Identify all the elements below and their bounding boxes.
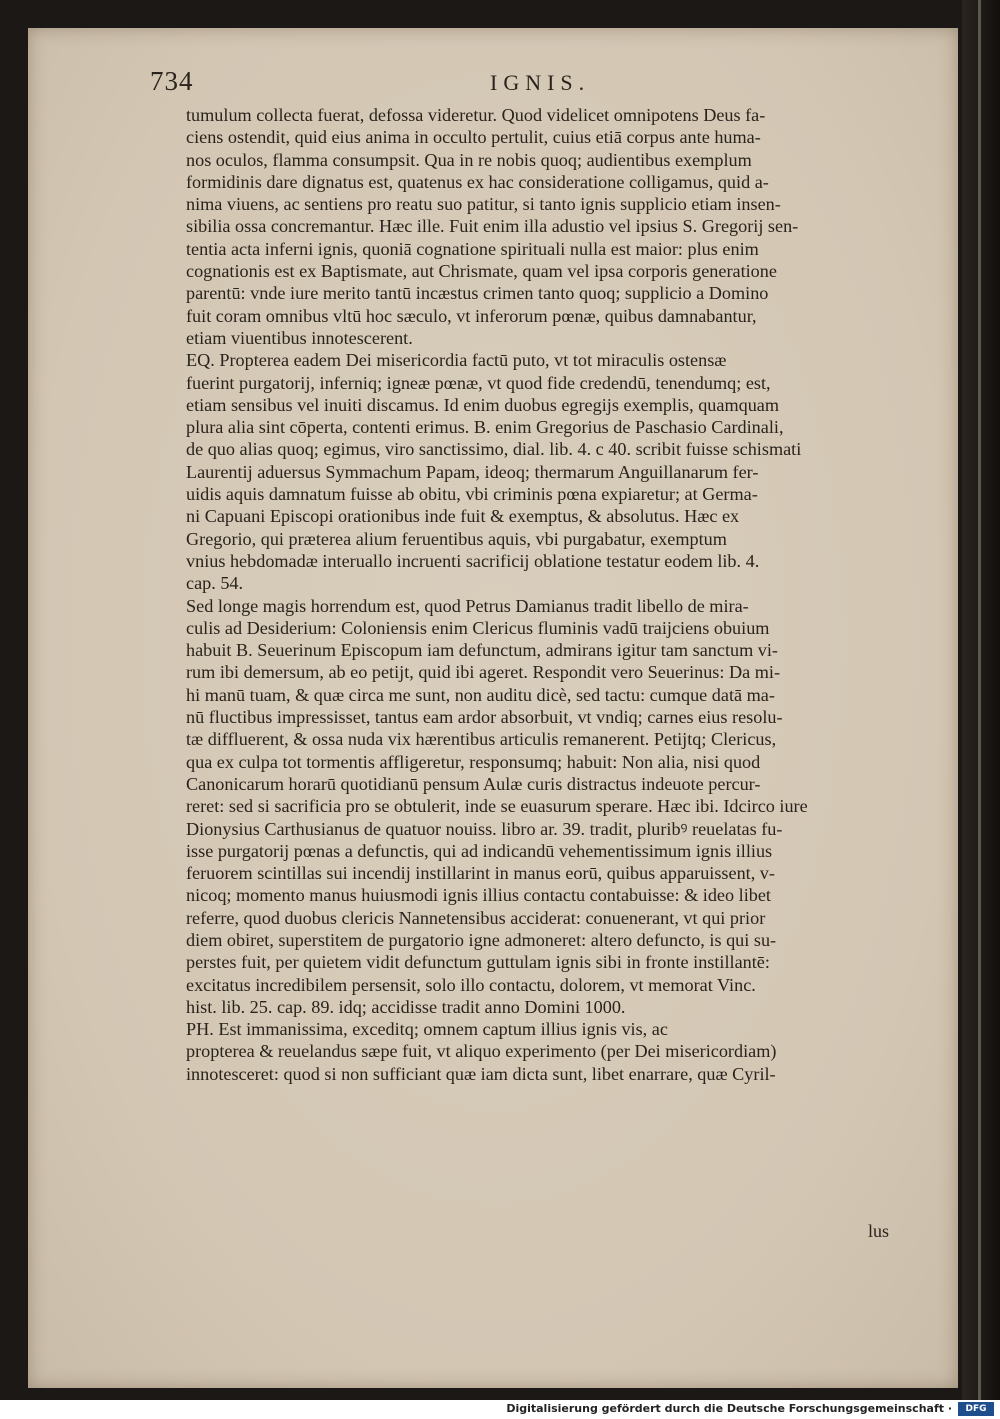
- body-text: [186, 104, 928, 1085]
- text-line: cognationis est ex Baptismate, aut Chrismate, quam vel ipsa corporis generatione: [186, 261, 777, 282]
- text-line: Gregorio, qui præterea alium feruentibus aquis, vbi purgabatur, exemptum: [186, 528, 727, 549]
- book-spine: [962, 0, 1000, 1400]
- text-line: nicoq; momento manus huiusmodi ignis illius contactu contabuisse: & ideo libet: [186, 885, 771, 906]
- page-number: 734: [150, 66, 194, 96]
- text-line: tumulum collecta fuerat, defossa videretur. Quod videlicet omnipotens Deus fa-: [186, 105, 766, 125]
- text-line: culis ad Desiderium: Coloniensis enim Clericus fluminis vadū traijciens obuium: [186, 617, 770, 638]
- text-line: ni Capuani Episcopi orationibus inde fuit & exemptus, & absolutus. Hæc ex: [186, 506, 740, 527]
- text-line: de quo alias quoq; egimus, viro sanctissimo, dial. lib. 4. c 40. scribit fuisse schismati: [186, 439, 802, 460]
- text-line: etiam sensibus vel inuiti discamus. Id enim duobus egregijs exemplis, quamquam: [186, 394, 780, 415]
- text-line: feruorem scintillas sui incendij instillarint in manus eorū, quibus apparuissent, v-: [186, 863, 775, 884]
- text-line: parentū: vnde iure merito tantū incæstus crimen tanto quoq; supplicio a Domino: [186, 283, 769, 304]
- text-line: vnius hebdomadæ interuallo incruenti sacrificij oblatione testatur eodem lib. 4.: [186, 550, 760, 571]
- spine-edge: [978, 0, 981, 1400]
- text-line: isse purgatorij pœnas a defunctis, qui ad indicandū vehementissimum ignis illius: [186, 840, 773, 861]
- catchword: lus: [868, 1221, 890, 1241]
- text-line: habuit B. Seuerinum Episcopum iam defunctum, admirans igitur tam sanctum vi-: [186, 640, 778, 661]
- text-line: Laurentij aduersus Symmachum Papam, ideoq; thermarum Anguillanarum fer-: [186, 461, 759, 482]
- text-line: reret: sed si sacrificia pro se obtulerit, inde se euasurum sperare. Hæc ibi. Idcirco iure: [186, 796, 808, 817]
- text-line: plura alia sint cōperta, contenti erimus. B. enim Gregorius de Paschasio Cardinali,: [186, 417, 784, 438]
- text-line: ciens ostendit, quid eius anima in occulto pertulit, cuius etiā corpus ante huma-: [186, 127, 761, 148]
- text-line: propterea & reuelandus sæpe fuit, vt aliquo experimento (per Dei misericordiam): [186, 1041, 777, 1062]
- text-line: Dionysius Carthusianus de quatuor nouiss. libro ar. 39. tradit, pluribꝰ reuelatas fu-: [186, 818, 783, 839]
- text-line: referre, quod duobus clericis Nannetensibus acciderat: conuenerant, vt qui prior: [186, 907, 766, 928]
- funding-note: Digitalisierung gefördert durch die Deutsche Forschungsgemeinschaft ·: [506, 1402, 952, 1415]
- text-line: tæ diffluerent, & ossa nuda vix hærentibus articulis remanerent. Petijtq; Clericus,: [186, 729, 777, 750]
- text-line: Sed longe magis horrendum est, quod Petrus Damianus tradit libello de mira-: [186, 595, 749, 616]
- text-line: Canonicarum horarū quotidianū pensum Aulæ curis distractus indeuote percur-: [186, 773, 761, 794]
- text-line: EQ. Propterea eadem Dei misericordia factū puto, vt tot miraculis ostensæ: [186, 350, 727, 371]
- text-line: fuit coram omnibus vltū hoc sæculo, vt inferorum pœnæ, quibus damnabantur,: [186, 305, 757, 326]
- text-line: nima viuens, ac sentiens pro reatu suo patitur, si tanto ignis supplicio etiam insen-: [186, 194, 781, 215]
- text-line: cap. 54.: [186, 573, 244, 594]
- text-line: formidinis dare dignatus est, quatenus ex hac consideratione colligamus, quid a-: [186, 171, 769, 192]
- text-line: fuerint purgatorij, inferniq; igneæ pœnæ, vt quod fide credendū, tenendumq; est,: [186, 372, 771, 393]
- text-line: etiam viuentibus innotescerent.: [186, 327, 413, 348]
- text-line: perstes fuit, per quietem vidit defunctum guttulam ignis sibi in fronte instillantē:: [186, 952, 770, 973]
- text-line: qua ex culpa tot tormentis affligeretur, responsumq; habuit: Non alia, nisi quod: [186, 751, 761, 772]
- text-line: sibilia ossa concremantur. Hæc ille. Fuit enim illa adustio vel ipsius S. Gregorij sen-: [186, 216, 799, 237]
- text-line: diem obiret, superstitem de purgatorio igne admoneret: altero defuncto, is qui su-: [186, 929, 777, 950]
- running-head: IGNIS.: [490, 70, 591, 95]
- dfg-logo-icon: DFG: [958, 1402, 994, 1416]
- text-line: uidis aquis damnatum fuisse ab obitu, vbi criminis pœna expiaretur; at Germa-: [186, 484, 758, 505]
- text-line: hi manū tuam, & quæ circa me sunt, non auditu dicè, sed tactu: cumque datā ma-: [186, 684, 775, 705]
- text-line: nū fluctibus impressisset, tantus eam ardor absorbuit, vt vndiq; carnes eius resolu-: [186, 707, 783, 728]
- text-line: nos oculos, flamma consumpsit. Qua in re nobis quoq; audientibus exemplum: [186, 149, 752, 170]
- text-line: excitatus incredibilem persensit, solo illo contactu, dolorem, vt memorat Vinc.: [186, 974, 756, 995]
- text-line: PH. Est immanissima, exceditq; omnem captum illius ignis vis, ac: [186, 1019, 668, 1040]
- footer-bar: [0, 1400, 1000, 1419]
- text-line: tentia acta inferni ignis, quoniā cognatione spirituali nulla est maior: plus enim: [186, 238, 759, 259]
- text-line: hist. lib. 25. cap. 89. idq; accidisse tradit anno Domini 1000.: [186, 996, 626, 1017]
- text-line: innotesceret: quod si non sufficiant quæ iam dicta sunt, libet enarrare, quæ Cyril-: [186, 1063, 776, 1084]
- text-line: rum ibi demersum, ab eo petijt, quid ibi ageret. Respondit vero Seuerinus: Da mi-: [186, 662, 780, 683]
